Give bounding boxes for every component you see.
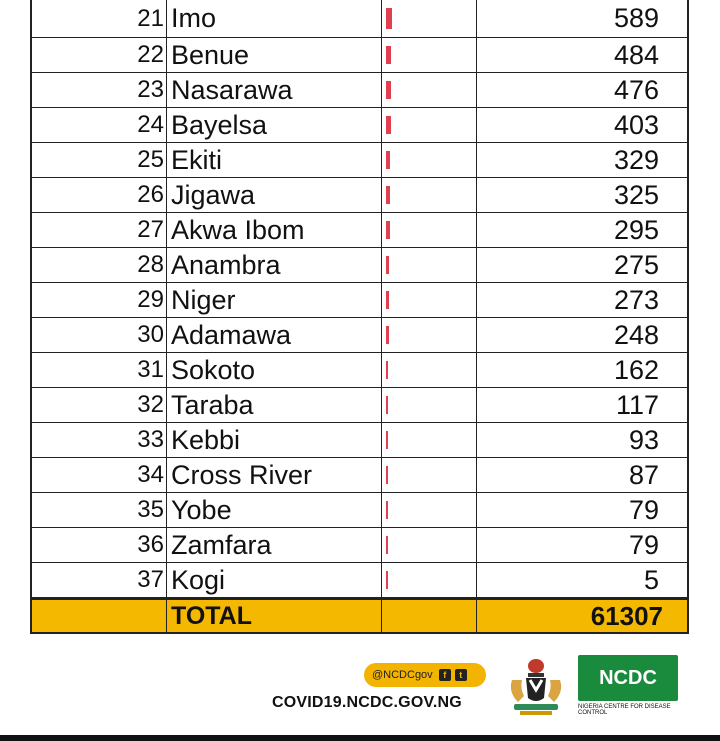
table-row xyxy=(32,353,687,388)
row-cases: 403 xyxy=(613,109,659,140)
row-cases: 87 xyxy=(628,459,659,490)
row-rank: 33 xyxy=(32,423,167,457)
row-state: Niger xyxy=(167,283,382,317)
row-state: Yobe xyxy=(167,493,382,527)
row-cases: 5 xyxy=(643,564,659,595)
row-state: Cross River xyxy=(167,458,382,492)
row-state: Jigawa xyxy=(167,178,382,212)
table-row xyxy=(32,0,687,38)
table-row xyxy=(32,143,687,178)
row-cases: 295 xyxy=(613,214,659,245)
bottom-divider xyxy=(0,735,720,741)
table-row xyxy=(32,108,687,143)
row-cases: 329 xyxy=(613,144,659,175)
table-row xyxy=(32,458,687,493)
table-row xyxy=(32,213,687,248)
row-state: Sokoto xyxy=(167,353,382,387)
row-state: Ekiti xyxy=(167,143,382,177)
row-cases: 79 xyxy=(628,529,659,560)
row-rank: 36 xyxy=(32,528,167,562)
total-row xyxy=(32,598,687,634)
total-rank-cell xyxy=(32,600,167,632)
total-value: 61307 xyxy=(590,600,663,631)
row-cases: 325 xyxy=(613,179,659,210)
row-cases: 476 xyxy=(613,74,659,105)
row-rank: 28 xyxy=(32,248,167,282)
table-row xyxy=(32,73,687,108)
row-state: Anambra xyxy=(167,248,382,282)
facebook-icon[interactable]: f xyxy=(439,669,451,681)
row-state: Akwa Ibom xyxy=(167,213,382,247)
row-rank: 32 xyxy=(32,388,167,422)
row-state: Benue xyxy=(167,38,382,72)
table-row xyxy=(32,493,687,528)
row-cases: 248 xyxy=(613,319,659,350)
website-link[interactable]: COVID19.NCDC.GOV.NG xyxy=(272,694,462,711)
row-cases: 273 xyxy=(613,284,659,315)
row-rank: 29 xyxy=(32,283,167,317)
row-cases: 117 xyxy=(615,389,659,420)
cases-table xyxy=(30,0,689,634)
table-row xyxy=(32,423,687,458)
table-row xyxy=(32,248,687,283)
row-state: Imo xyxy=(167,0,382,37)
table-row xyxy=(32,38,687,73)
row-rank: 26 xyxy=(32,178,167,212)
row-rank: 34 xyxy=(32,458,167,492)
social-handle-text: @NCDCgov xyxy=(372,669,433,681)
row-rank: 27 xyxy=(32,213,167,247)
row-cases: 79 xyxy=(628,494,659,525)
row-rank: 35 xyxy=(32,493,167,527)
row-cases: 162 xyxy=(613,354,659,385)
row-cases: 275 xyxy=(613,249,659,280)
social-handle-badge[interactable] xyxy=(364,663,486,687)
row-rank: 23 xyxy=(32,73,167,107)
row-rank: 31 xyxy=(32,353,167,387)
table-row xyxy=(32,318,687,353)
row-rank: 37 xyxy=(32,563,167,597)
table-row xyxy=(32,528,687,563)
table-row xyxy=(32,283,687,318)
row-cases: 93 xyxy=(628,424,659,455)
table-row xyxy=(32,563,687,598)
row-state: Nasarawa xyxy=(167,73,382,107)
total-label: TOTAL xyxy=(167,600,382,632)
ncdc-logo-subtitle: NIGERIA CENTRE FOR DISEASE CONTROL xyxy=(578,704,671,716)
row-state: Kebbi xyxy=(167,423,382,457)
table-row xyxy=(32,388,687,423)
row-state: Adamawa xyxy=(167,318,382,352)
coat-of-arms-icon xyxy=(500,656,572,718)
row-state: Bayelsa xyxy=(167,108,382,142)
row-rank: 24 xyxy=(32,108,167,142)
row-cases: 484 xyxy=(613,39,659,70)
ncdc-logo xyxy=(578,655,686,715)
row-state: Kogi xyxy=(167,563,382,597)
row-rank: 22 xyxy=(32,38,167,72)
ncdc-logo-box: NCDC xyxy=(578,655,678,701)
row-state: Taraba xyxy=(167,388,382,422)
row-state: Zamfara xyxy=(167,528,382,562)
table-row xyxy=(32,178,687,213)
row-rank: 25 xyxy=(32,143,167,177)
row-rank: 21 xyxy=(32,0,167,37)
row-rank: 30 xyxy=(32,318,167,352)
row-cases: 589 xyxy=(613,3,659,33)
twitter-icon[interactable]: t xyxy=(455,669,467,681)
